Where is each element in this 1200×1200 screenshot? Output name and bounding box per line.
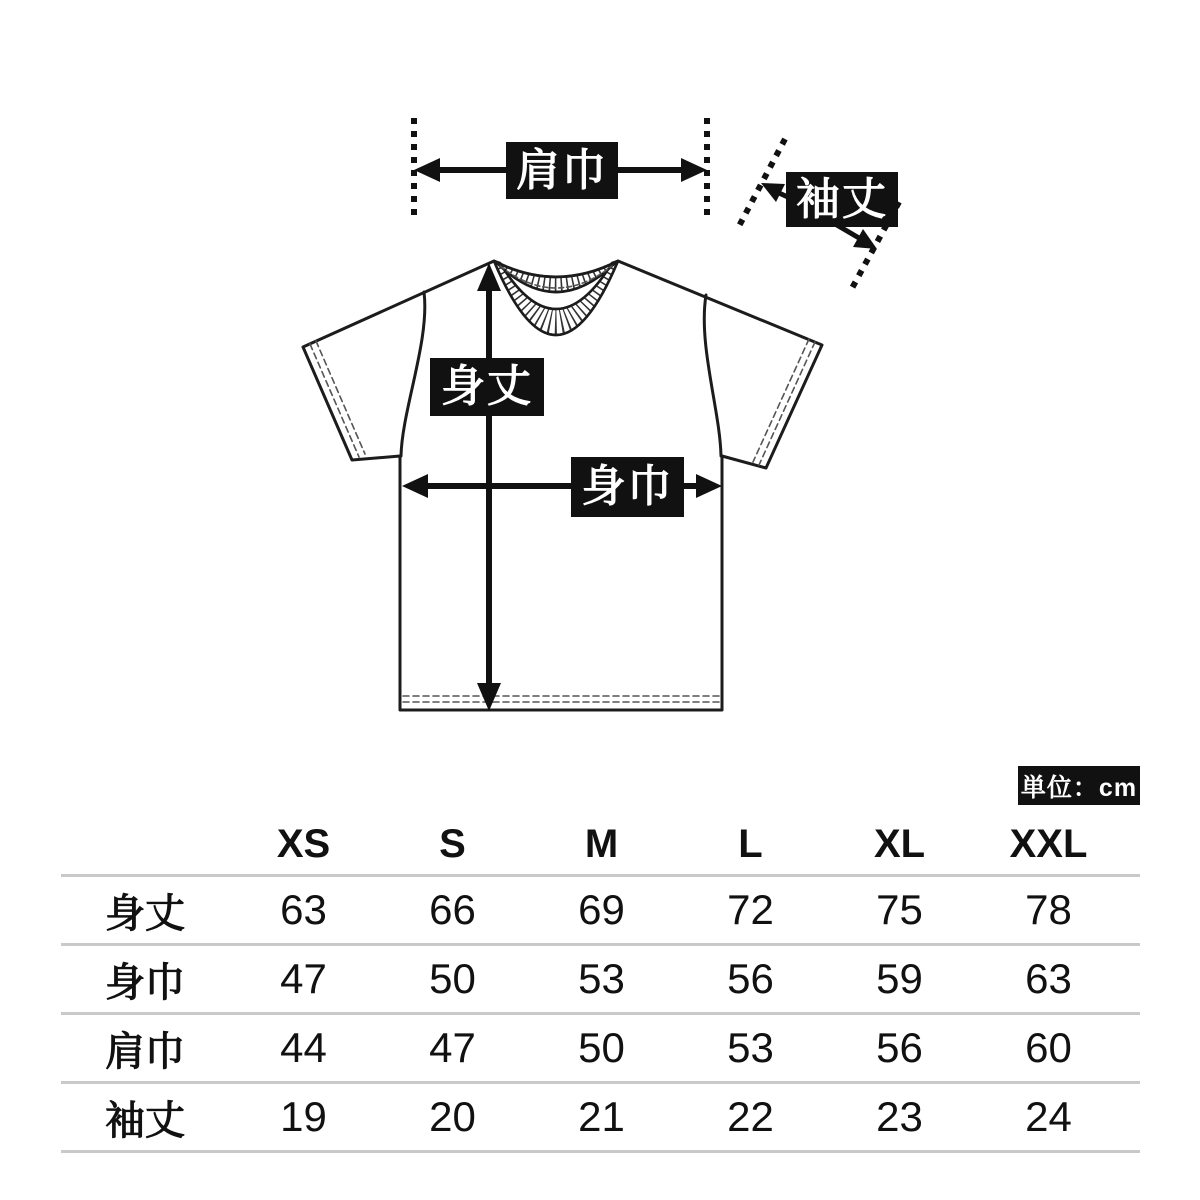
table-cell: 50	[578, 1024, 625, 1071]
table-cell: 53	[578, 955, 625, 1002]
column-header-s: S	[439, 822, 466, 866]
table-cell: 50	[429, 955, 476, 1002]
row-label: 袖丈	[105, 1098, 185, 1143]
table-cell: 69	[578, 886, 625, 933]
table-cell: 23	[876, 1093, 923, 1140]
table-cell: 47	[429, 1024, 476, 1071]
table-cell: 60	[1025, 1024, 1072, 1071]
table-cell: 21	[578, 1093, 625, 1140]
column-header-xxl: XXL	[1009, 822, 1088, 866]
table-cell: 63	[280, 886, 327, 933]
unit-badge: 単位：cm	[1018, 766, 1140, 805]
table-cell: 24	[1025, 1093, 1072, 1140]
table-cell: 20	[429, 1093, 476, 1140]
table-cell: 53	[727, 1024, 774, 1071]
table-cell: 75	[876, 886, 923, 933]
table-row	[61, 1081, 1140, 1153]
sleeve-length-label: 袖丈	[786, 172, 898, 227]
table-cell: 56	[727, 955, 774, 1002]
column-header-m: M	[584, 822, 619, 866]
body-length-label: 身丈	[430, 358, 544, 416]
table-cell: 19	[280, 1093, 327, 1140]
row-label: 身丈	[105, 891, 185, 936]
row-label: 身巾	[105, 960, 185, 1005]
table-cell: 56	[876, 1024, 923, 1071]
table-cell: 47	[280, 955, 327, 1002]
table-cell: 78	[1025, 886, 1072, 933]
column-header-xl: XL	[873, 822, 926, 866]
table-row	[61, 943, 1140, 1012]
table-header-row	[61, 815, 1140, 874]
table-cell: 72	[727, 886, 774, 933]
table-cell: 63	[1025, 955, 1072, 1002]
row-label: 肩巾	[105, 1029, 185, 1074]
shoulder-width-label: 肩巾	[506, 142, 618, 199]
table-cell: 22	[727, 1093, 774, 1140]
body-width-label: 身巾	[571, 457, 684, 517]
table-row	[61, 874, 1140, 943]
column-header-l: L	[738, 822, 763, 866]
table-row	[61, 1012, 1140, 1081]
table-cell: 66	[429, 886, 476, 933]
column-header-xs: XS	[276, 822, 331, 866]
table-cell: 59	[876, 955, 923, 1002]
table-cell: 44	[280, 1024, 327, 1071]
size-table	[61, 815, 1140, 1153]
